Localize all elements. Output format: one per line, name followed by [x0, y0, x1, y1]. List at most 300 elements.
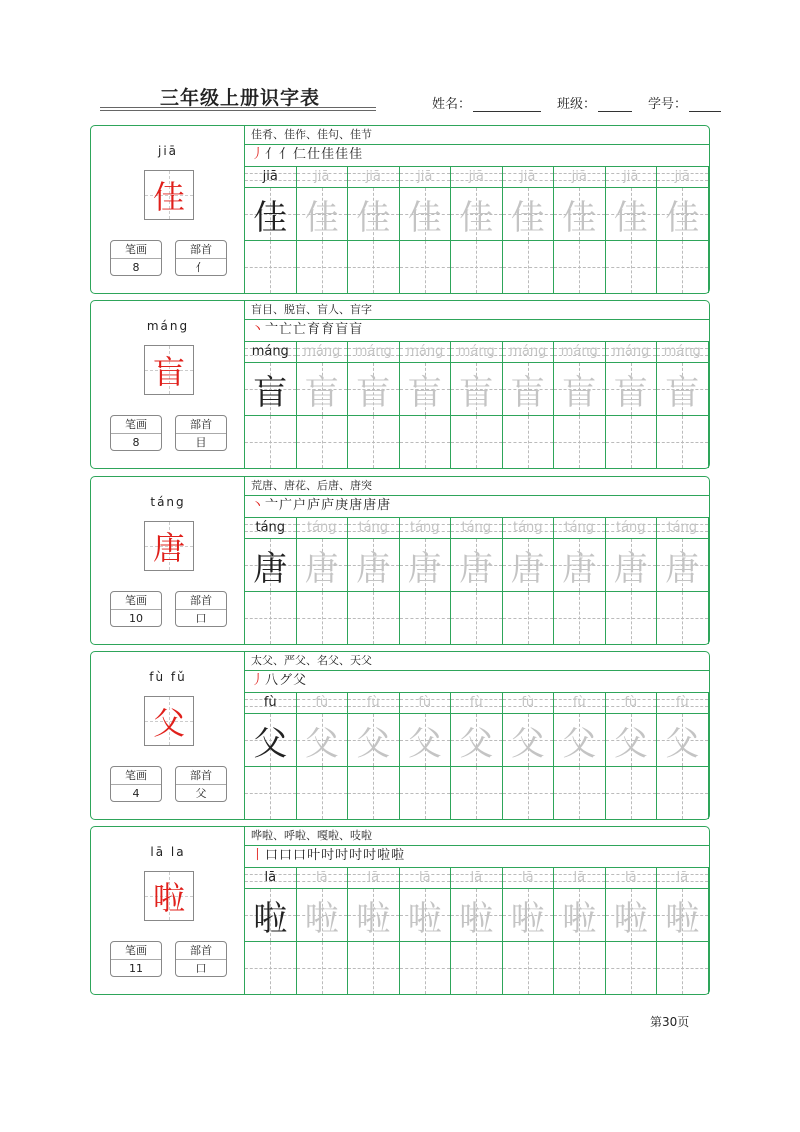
title-underline [100, 107, 376, 111]
character-pinyin: máng [146, 319, 190, 333]
pinyin-text: jiā [365, 169, 381, 184]
writing-grid [245, 517, 709, 644]
character-glyph: 父 [152, 704, 185, 742]
pinyin-cell[interactable] [348, 166, 400, 188]
character-glyph: 盲 [152, 353, 185, 391]
empty-writing-cell[interactable] [297, 942, 349, 994]
pinyin-text: jiā [468, 169, 484, 184]
radical-label: 部首 [176, 416, 226, 434]
tracing-cell[interactable] [245, 714, 297, 767]
empty-writing-cell[interactable] [657, 942, 709, 994]
tracing-cell[interactable] [503, 363, 555, 416]
pinyin-cell[interactable] [606, 341, 658, 363]
page-title: 三年级上册识字表 [160, 87, 321, 109]
pinyin-cell[interactable] [297, 867, 349, 889]
tracing-glyph: 啦 [253, 898, 288, 939]
character-glyph: 唐 [152, 529, 185, 567]
stroke-step: 佳 [335, 147, 350, 162]
character-pinyin: fù fǔ [149, 670, 187, 684]
empty-writing-cell[interactable] [451, 416, 503, 468]
class-blank[interactable] [598, 97, 632, 112]
tracing-cell[interactable] [245, 363, 297, 416]
pinyin-cell[interactable] [657, 341, 709, 363]
tracing-cell[interactable] [297, 363, 349, 416]
practice-area [245, 652, 709, 819]
tracing-glyph: 佳 [613, 197, 648, 238]
empty-writing-cell[interactable] [606, 942, 658, 994]
pinyin-text: lā [624, 870, 637, 885]
character-box [144, 345, 194, 395]
pinyin-cell[interactable] [606, 867, 658, 889]
pinyin-cell[interactable] [503, 692, 555, 714]
stroke-step: 盲 [335, 322, 350, 337]
pinyin-cell[interactable] [503, 517, 555, 539]
pinyin-cell[interactable] [451, 867, 503, 889]
stroke-step: 亠 [265, 322, 280, 337]
pinyin-text: lā [521, 870, 534, 885]
pinyin-text: lā [264, 870, 277, 885]
pinyin-text: fù [263, 695, 277, 710]
pinyin-text: máng [612, 344, 650, 359]
pinyin-text: táng [409, 520, 440, 535]
stroke-count-box [110, 240, 162, 276]
stroke-count-box [110, 941, 162, 977]
pinyin-cell[interactable] [400, 517, 452, 539]
pinyin-cell[interactable] [606, 692, 658, 714]
pinyin-cell[interactable] [400, 166, 452, 188]
word-examples: 盲目、脱盲、盲人、盲字 [245, 301, 709, 320]
tracing-cell[interactable] [554, 714, 606, 767]
stroke-step: 庚 [335, 498, 350, 513]
tracing-cell[interactable] [348, 539, 400, 592]
class-label: 班级： [557, 97, 597, 112]
radical-box [175, 766, 227, 802]
character-pinyin: lā la [150, 845, 186, 859]
pinyin-text: máng [251, 344, 289, 359]
tracing-cell[interactable] [348, 363, 400, 416]
pinyin-cell[interactable] [245, 517, 297, 539]
empty-writing-cell[interactable] [554, 592, 606, 644]
pinyin-text: jiā [674, 169, 690, 184]
tracing-cell[interactable] [554, 363, 606, 416]
pinyin-cell[interactable] [400, 692, 452, 714]
empty-writing-cell[interactable] [451, 592, 503, 644]
tracing-cell[interactable] [451, 188, 503, 241]
tracing-cell[interactable] [606, 889, 658, 942]
empty-writing-cell[interactable] [503, 942, 555, 994]
tracing-glyph: 啦 [304, 898, 339, 939]
pinyin-text: máng [406, 344, 444, 359]
radical-value: 口 [195, 962, 207, 975]
pinyin-text: táng [461, 520, 492, 535]
stroke-step: 亻 [279, 147, 294, 162]
radical-value: 口 [195, 612, 207, 625]
character-info [91, 652, 245, 819]
tracing-cell[interactable] [451, 363, 503, 416]
character-pinyin: táng [150, 495, 186, 509]
radical-box [175, 941, 227, 977]
empty-writing-cell[interactable] [245, 592, 297, 644]
empty-writing-cell[interactable] [606, 416, 658, 468]
tracing-cell[interactable] [657, 714, 709, 767]
character-box [144, 696, 194, 746]
empty-writing-cell[interactable] [606, 592, 658, 644]
tracing-glyph: 啦 [356, 898, 391, 939]
stroke-order [245, 670, 709, 693]
stroke-step: 叶 [307, 848, 322, 863]
pinyin-text: fù [572, 695, 586, 710]
empty-writing-cell[interactable] [245, 942, 297, 994]
tracing-glyph: 啦 [665, 898, 700, 939]
pinyin-cell[interactable] [606, 166, 658, 188]
stroke-count-box [110, 591, 162, 627]
tracing-cell[interactable] [503, 889, 555, 942]
stroke-step: 丿 [251, 673, 266, 688]
tracing-cell[interactable] [245, 188, 297, 241]
tracing-glyph: 盲 [665, 372, 700, 413]
tracing-glyph: 啦 [613, 898, 648, 939]
empty-writing-cell[interactable] [348, 767, 400, 819]
writing-grid [245, 867, 709, 994]
pinyin-text: fù [366, 695, 380, 710]
stroke-count-value: 8 [132, 261, 140, 274]
pinyin-text: fù [675, 695, 689, 710]
tracing-cell[interactable] [503, 539, 555, 592]
empty-writing-cell[interactable] [348, 942, 400, 994]
stroke-step: 佳 [321, 147, 336, 162]
empty-writing-cell[interactable] [554, 942, 606, 994]
stroke-count-label: 笔画 [111, 416, 161, 434]
name-field[interactable] [432, 93, 541, 112]
stroke-step: 亡 [293, 322, 308, 337]
empty-writing-cell[interactable] [348, 592, 400, 644]
tracing-cell[interactable] [400, 889, 452, 942]
pinyin-text: fù [469, 695, 483, 710]
stroke-step: 吋 [335, 848, 350, 863]
stroke-step: 盲 [349, 322, 364, 337]
stroke-order [245, 319, 709, 342]
tracing-cell[interactable] [245, 889, 297, 942]
stroke-step: 广 [279, 498, 294, 513]
tracing-glyph: 唐 [562, 548, 597, 589]
pinyin-text: máng [663, 344, 701, 359]
radical-label: 部首 [176, 767, 226, 785]
tracing-glyph: 啦 [510, 898, 545, 939]
pinyin-text: táng [615, 520, 646, 535]
radical-value: 目 [195, 436, 207, 449]
character-info [91, 477, 245, 644]
character-card [90, 476, 710, 645]
tracing-glyph: 唐 [510, 548, 545, 589]
pinyin-cell[interactable] [297, 692, 349, 714]
pinyin-text: lā [367, 870, 380, 885]
empty-writing-cell[interactable] [657, 767, 709, 819]
empty-writing-cell[interactable] [297, 416, 349, 468]
tracing-glyph: 佳 [407, 197, 442, 238]
tracing-cell[interactable] [657, 363, 709, 416]
empty-writing-cell[interactable] [554, 767, 606, 819]
writing-grid [245, 166, 709, 293]
stroke-step: 口 [279, 848, 294, 863]
empty-writing-cell[interactable] [297, 592, 349, 644]
tracing-cell[interactable] [297, 539, 349, 592]
pinyin-cell[interactable] [606, 517, 658, 539]
pinyin-cell[interactable] [657, 517, 709, 539]
word-examples: 太父、严父、名父、天父 [245, 652, 709, 671]
radical-box [175, 591, 227, 627]
pinyin-text: lā [676, 870, 689, 885]
tracing-cell[interactable] [451, 714, 503, 767]
stroke-step: 仁 [293, 147, 308, 162]
empty-writing-cell[interactable] [657, 416, 709, 468]
class-field[interactable] [557, 93, 632, 112]
pinyin-cell[interactable] [554, 166, 606, 188]
tracing-glyph: 父 [253, 723, 288, 764]
character-info [91, 301, 245, 468]
tracing-glyph: 啦 [459, 898, 494, 939]
pinyin-cell[interactable] [657, 166, 709, 188]
empty-writing-cell[interactable] [245, 416, 297, 468]
stroke-step: 育 [307, 322, 322, 337]
empty-writing-cell[interactable] [657, 592, 709, 644]
pinyin-text: máng [354, 344, 392, 359]
empty-writing-cell[interactable] [400, 241, 452, 293]
radical-box [175, 240, 227, 276]
stroke-step: 唐 [349, 498, 364, 513]
tracing-cell[interactable] [348, 188, 400, 241]
pinyin-cell[interactable] [451, 341, 503, 363]
tracing-cell[interactable] [348, 714, 400, 767]
tracing-glyph: 唐 [613, 548, 648, 589]
stroke-step: 口 [293, 848, 308, 863]
tracing-glyph: 唐 [665, 548, 700, 589]
pinyin-text: fù [315, 695, 329, 710]
character-card [90, 125, 710, 294]
empty-writing-cell[interactable] [503, 767, 555, 819]
stroke-order [245, 144, 709, 167]
tracing-cell[interactable] [606, 539, 658, 592]
tracing-cell[interactable] [451, 539, 503, 592]
tracing-cell[interactable] [297, 889, 349, 942]
tracing-cell[interactable] [245, 539, 297, 592]
stroke-step: 亠 [265, 498, 280, 513]
tracing-cell[interactable] [451, 889, 503, 942]
tracing-glyph: 盲 [562, 372, 597, 413]
practice-area [245, 126, 709, 293]
pinyin-cell[interactable] [554, 517, 606, 539]
stroke-step: 育 [321, 322, 336, 337]
pinyin-text: fù [521, 695, 535, 710]
pinyin-cell[interactable] [451, 166, 503, 188]
empty-writing-cell[interactable] [554, 416, 606, 468]
stroke-step: 亡 [279, 322, 294, 337]
tracing-cell[interactable] [657, 188, 709, 241]
stroke-step: 父 [293, 673, 308, 688]
practice-area [245, 301, 709, 468]
pinyin-cell[interactable] [348, 867, 400, 889]
pinyin-cell[interactable] [245, 692, 297, 714]
pinyin-text: jiā [262, 169, 278, 184]
tracing-cell[interactable] [657, 889, 709, 942]
stroke-step: 丶 [251, 498, 266, 513]
tracing-glyph: 唐 [356, 548, 391, 589]
tracing-glyph: 盲 [407, 372, 442, 413]
pinyin-cell[interactable] [245, 166, 297, 188]
empty-writing-cell[interactable] [503, 416, 555, 468]
character-box [144, 871, 194, 921]
pinyin-cell[interactable] [451, 517, 503, 539]
tracing-cell[interactable] [503, 188, 555, 241]
pinyin-cell[interactable] [297, 517, 349, 539]
tracing-cell[interactable] [554, 889, 606, 942]
empty-writing-cell[interactable] [348, 241, 400, 293]
empty-writing-cell[interactable] [657, 241, 709, 293]
tracing-glyph: 啦 [562, 898, 597, 939]
empty-writing-cell[interactable] [400, 767, 452, 819]
empty-writing-cell[interactable] [348, 416, 400, 468]
id-field[interactable] [648, 93, 721, 112]
pinyin-cell[interactable] [554, 341, 606, 363]
tracing-cell[interactable] [400, 188, 452, 241]
pinyin-cell[interactable] [348, 692, 400, 714]
tracing-cell[interactable] [606, 714, 658, 767]
pinyin-cell[interactable] [503, 166, 555, 188]
tracing-glyph: 父 [510, 723, 545, 764]
pinyin-cell[interactable] [245, 341, 297, 363]
tracing-cell[interactable] [400, 539, 452, 592]
tracing-glyph: 啦 [407, 898, 442, 939]
stroke-count-value: 10 [129, 612, 143, 625]
pinyin-text: táng [667, 520, 698, 535]
radical-value: 父 [195, 787, 207, 800]
tracing-glyph: 唐 [459, 548, 494, 589]
tracing-cell[interactable] [503, 714, 555, 767]
id-blank[interactable] [689, 97, 721, 112]
tracing-glyph: 佳 [304, 197, 339, 238]
empty-writing-cell[interactable] [245, 767, 297, 819]
pinyin-cell[interactable] [554, 867, 606, 889]
tracing-cell[interactable] [606, 188, 658, 241]
tracing-glyph: 佳 [459, 197, 494, 238]
stroke-count-value: 8 [132, 436, 140, 449]
pinyin-cell[interactable] [554, 692, 606, 714]
writing-grid [245, 341, 709, 468]
id-label: 学号： [648, 97, 688, 112]
stroke-count-label: 笔画 [111, 942, 161, 960]
character-box [144, 521, 194, 571]
pinyin-cell[interactable] [657, 867, 709, 889]
character-box [144, 170, 194, 220]
empty-writing-cell[interactable] [451, 767, 503, 819]
tracing-glyph: 唐 [304, 548, 339, 589]
stroke-step: 啦 [391, 848, 406, 863]
stroke-step: グ [279, 673, 294, 688]
empty-writing-cell[interactable] [297, 241, 349, 293]
stroke-count-label: 笔画 [111, 592, 161, 610]
empty-writing-cell[interactable] [245, 241, 297, 293]
tracing-glyph: 佳 [562, 197, 597, 238]
empty-writing-cell[interactable] [400, 592, 452, 644]
radical-label: 部首 [176, 592, 226, 610]
character-pinyin: jiā [157, 144, 179, 158]
stroke-order [245, 845, 709, 868]
tracing-glyph: 盲 [253, 372, 288, 413]
pinyin-text: jiā [571, 169, 587, 184]
character-info [91, 827, 245, 994]
empty-writing-cell[interactable] [554, 241, 606, 293]
stroke-step: 佳 [349, 147, 364, 162]
tracing-glyph: 父 [407, 723, 442, 764]
pinyin-cell[interactable] [297, 341, 349, 363]
tracing-glyph: 佳 [356, 197, 391, 238]
pinyin-text: lā [573, 870, 586, 885]
pinyin-cell[interactable] [400, 867, 452, 889]
name-label: 姓名： [432, 97, 472, 112]
pinyin-cell[interactable] [503, 867, 555, 889]
tracing-cell[interactable] [348, 889, 400, 942]
pinyin-cell[interactable] [400, 341, 452, 363]
name-blank[interactable] [473, 97, 541, 112]
tracing-cell[interactable] [297, 188, 349, 241]
empty-writing-cell[interactable] [400, 416, 452, 468]
stroke-step: 唐 [363, 498, 378, 513]
pinyin-text: máng [509, 344, 547, 359]
tracing-glyph: 父 [356, 723, 391, 764]
empty-writing-cell[interactable] [451, 241, 503, 293]
pinyin-cell[interactable] [245, 867, 297, 889]
tracing-glyph: 父 [665, 723, 700, 764]
stroke-step: 吋 [363, 848, 378, 863]
empty-writing-cell[interactable] [297, 767, 349, 819]
tracing-cell[interactable] [400, 714, 452, 767]
tracing-cell[interactable] [606, 363, 658, 416]
pinyin-text: táng [358, 520, 389, 535]
word-examples: 佳肴、佳作、佳句、佳节 [245, 126, 709, 145]
empty-writing-cell[interactable] [606, 241, 658, 293]
tracing-cell[interactable] [554, 188, 606, 241]
tracing-cell[interactable] [297, 714, 349, 767]
tracing-glyph: 父 [562, 723, 597, 764]
pinyin-cell[interactable] [348, 341, 400, 363]
tracing-cell[interactable] [554, 539, 606, 592]
empty-writing-cell[interactable] [503, 241, 555, 293]
pinyin-cell[interactable] [503, 341, 555, 363]
stroke-order [245, 495, 709, 518]
word-examples: 哗啦、呼啦、嘎啦、吱啦 [245, 827, 709, 846]
pinyin-text: fù [418, 695, 432, 710]
stroke-step: 八 [265, 673, 280, 688]
stroke-step: 仕 [307, 147, 322, 162]
pinyin-cell[interactable] [348, 517, 400, 539]
tracing-cell[interactable] [400, 363, 452, 416]
stroke-count-label: 笔画 [111, 241, 161, 259]
tracing-glyph: 盲 [459, 372, 494, 413]
pinyin-cell[interactable] [297, 166, 349, 188]
empty-writing-cell[interactable] [400, 942, 452, 994]
pinyin-text: táng [306, 520, 337, 535]
empty-writing-cell[interactable] [503, 592, 555, 644]
tracing-cell[interactable] [657, 539, 709, 592]
pinyin-text: lā [315, 870, 328, 885]
tracing-glyph: 盲 [510, 372, 545, 413]
empty-writing-cell[interactable] [451, 942, 503, 994]
tracing-glyph: 佳 [253, 197, 288, 238]
empty-writing-cell[interactable] [606, 767, 658, 819]
stroke-step: 吋 [321, 848, 336, 863]
pinyin-cell[interactable] [451, 692, 503, 714]
stroke-step: 丿 [251, 147, 266, 162]
pinyin-cell[interactable] [657, 692, 709, 714]
